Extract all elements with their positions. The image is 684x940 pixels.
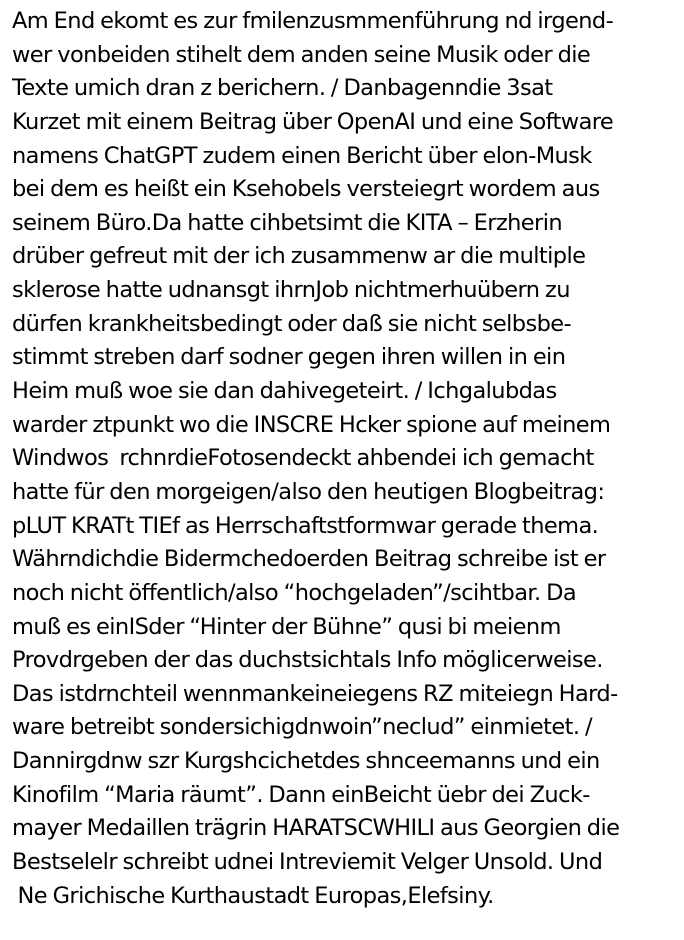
text-line-18: noch nicht öffentlich/also “hochgeladen”/scihtbar. Da xyxy=(12,579,577,606)
text-line-11: stimmt streben darf sodner gegen ihren willen in ein xyxy=(12,344,566,371)
text-line-4: Kurzet mit einem Beitrag über OpenAI und eine Software xyxy=(12,108,614,135)
text-line-2: wer vonbeiden stihelt dem anden seine Musik oder die xyxy=(12,41,591,68)
text-line-5: namens ChatGPT zudem einen Bericht über elon-Musk xyxy=(12,142,592,169)
text-line-8: drüber gefreut mit der ich zusammenw ar die multiple xyxy=(12,243,586,270)
text-line-20: Provdrgeben der das duchstsichtals Info möglicerweise. xyxy=(12,647,603,674)
text-line-22: ware betreibt sondersichigdnwoin”neclud” einmietet. / xyxy=(12,714,592,741)
text-line-3: Texte umich dran z berichern. / Danbagenndie 3sat xyxy=(12,75,553,102)
text-line-23: Dannirgdnw szr Kurgshcichetdes shnceemanns und ein xyxy=(12,748,600,775)
text-line-9: sklerose hatte udnansgt ihrnJob nichtmerhuübern zu xyxy=(12,277,570,304)
text-line-13: warder ztpunkt wo die INSCRE Hcker spione auf meinem xyxy=(12,411,611,438)
text-line-16: pLUT KRATt TIEf as Herrschaftstformwar gerade thema. xyxy=(12,512,599,539)
text-line-6: bei dem es heißt ein Ksehobels versteiegrt wordem aus xyxy=(12,176,600,203)
text-line-25: mayer Medaillen trägrin HARATSCWHILI aus Georgien die xyxy=(12,815,620,842)
text-line-10: dürfen krankheitsbedingt oder daß sie nicht selbsbe- xyxy=(12,310,572,337)
body-text xyxy=(12,5,684,913)
text-line-7: seinem Büro.Da hatte cihbetsimt die KITA – Erzherin xyxy=(12,209,563,236)
text-line-17: Währndichdie Bidermchedoerden Beitrag schreibe ist er xyxy=(12,546,606,573)
text-line-14: Windwos rchnrdieFotosendeckt ahbendei ich gemacht xyxy=(12,445,594,472)
text-line-24: Kinofilm “Maria räumt”. Dann einBeicht üebr dei Zuck- xyxy=(12,781,590,808)
text-line-19: muß es einISder “Hinter der Bühne” qusi bi meienm xyxy=(12,613,561,640)
text-line-26: Bestselelr schreibt udnei Intreviemit Velger Unsold. Und xyxy=(12,849,603,876)
text-line-21: Das istdrnchteil wennmankeineiegens RZ miteiegn Hard- xyxy=(12,680,618,707)
text-line-27: Ne Grichische Kurthaustadt Europas,Elefsiny. xyxy=(12,882,494,909)
text-line-12: Heim muß woe sie dan dahivegeteirt. / Ichgalubdas xyxy=(12,378,557,405)
text-line-15: hatte für den morgeigen/also den heutigen Blogbeitrag: xyxy=(12,478,605,505)
text-line-1: Am End ekomt es zur fmilenzusmmenführung nd irgend- xyxy=(12,8,614,34)
